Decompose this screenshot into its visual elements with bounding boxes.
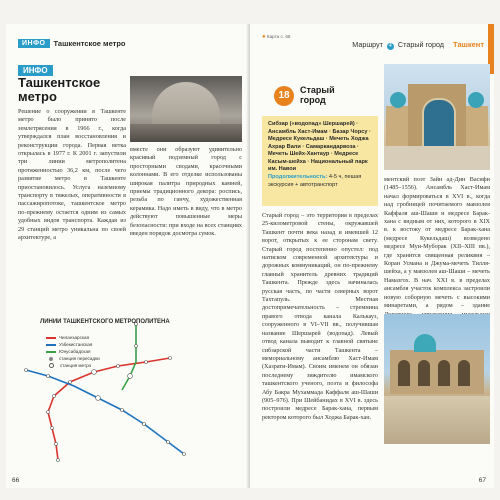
route-info-box <box>262 116 378 206</box>
map-title: ЛИНИИ ТАШКЕНТСКОГО МЕТРОПОЛИТЕНА <box>40 319 170 325</box>
left-page-header <box>18 38 125 49</box>
body-column-2: ментский поэт Зайн ад-Дин Васифи (1485–1556). Ансамбль Хаст-Имам начал формироваться в XVI в., когда над гробницей почитаемого мавзолея Каффаля аш-Шаши и медресе Барак-хана с видным от них, которого в XIX в. к востоку от медресе Барак-хана (медресе Кукельдаш) возведено медресе Муи-Муборак (ХII–ХIII вв.), где хранится священная реликвия – Коран Усмана и Джума-мечеть Тилля-шейха, а у мавзолея аш-Шаши – мечеть Намазгох. В нач. XXI в. в пределах ансамбля участок комплекса застроили новую соборную мечеть с высокими минаретами, а рядом – здание <box>384 176 490 310</box>
city-name: Ташкент <box>453 40 484 49</box>
section-title: Ташкентское метро <box>18 75 101 104</box>
route-number: 4 <box>387 43 394 50</box>
info-box-tag: ИНФО <box>18 65 53 76</box>
legend-item: станция пересадки <box>46 355 100 362</box>
body-column-2: вместе они образуют удивительно красивый подземный город с просторными сводами, красочными колоннами. В его отделке использованы широкая палитра природных камней, приемы традиционного декора: роспись, резьба по ганчу, художественная керамика. Надо иметь в виду, что в метро действуют повышенные меры безопасности: при входе на всех станциях введен порядок досмотра сумок. <box>130 146 242 238</box>
hast-imam-complex-photo <box>384 314 490 444</box>
metro-station-photo <box>130 76 242 142</box>
page-number-right: 67 <box>478 477 486 484</box>
right-page-header <box>250 34 494 52</box>
sight-number-badge: 18 <box>274 86 294 106</box>
map-pin-icon: ● <box>262 34 266 40</box>
route-label: Маршрут 4 Старый город <box>352 40 444 49</box>
header-info-tag: ИНФО <box>18 39 50 48</box>
legend-item: Юнусабадская <box>46 348 100 355</box>
map-reference: ● Карта с. 68 <box>262 34 291 40</box>
header-title: Ташкентское метро <box>53 39 126 48</box>
sight-title: Старый город <box>300 85 335 105</box>
route-stops: Сибзар («водопад» Шершарей) · Ансамбль Хаст-Имам · Базар Чорсу · Медресе Кукельдаш · Мечеть Ходжа Ахрар Вали · Самаркандарвоза · Мечеть Шейх-Хантаур · Медресе Касым-шейха · Национальный парк им. Навои <box>268 121 371 172</box>
map-legend <box>46 334 100 369</box>
madrasa-photo <box>384 64 490 170</box>
legend-item: станция метро <box>46 362 100 369</box>
right-page <box>250 24 494 488</box>
left-page <box>6 24 250 488</box>
legend-item: Чиланзарская <box>46 334 100 341</box>
route-duration: Продолжительность: 4-5 ч, пешая экскурсия + автотранспорт <box>268 174 362 188</box>
page-number-left: 66 <box>12 477 20 484</box>
body-column-1: Старый город – это территория в пределах 25-километровой стены, окружавшей Ташкент почти века назад и имевшей 12 ворот, открытых к ее сторонам свету. Старый город постепенно опустел: под натиском современной архитектуры и дорожных коммуникаций, он по-прежнему главный хранитель древних традиций Ташкента. Прежде здесь начиналась русская часть, по части северных ворот Тахтапуль. Местная достопримечательность – стремнина правого отвода канала Калькауз, сооруженного в VI–VII вв., получившая название Шершарей (водопад). Левый отвод канала выводит к главной святыне сибзарской части Ташкента – мемориальному ансамблю Хаст-Имам (Хазрати-Имам). Своим именем он обязан последнему зиждителю имамского ташкентского ученого, поэта и философа Абу Бакра Мухаммада Каффаля аш-Шаши (905–976). При Шейбанидах в XVI в. здесь построили медресе Барак-хана, первым ректором которого был Ходжа Барак-хан. <box>262 212 378 421</box>
body-column-1: Решение о сооружении в Ташкенте метро было принято после землетрясения в 1966 г., когда утверждался план восстановления и реконструкции города. Первая ветка открылась в 1977 г. К 2001 г. запустили три линии метрополитена протяженностью 36,2 км, после чего развитие метро в Ташкенте приостановилось. Услуга наземному транспорту в тяжелых, оперативности в пассажиропотоке, ташкентское метро по-прежнему остается одним из самых удобных видов транспорта. Каждая из 29 станций метро уникальна по своей архитектуре, а <box>18 108 126 242</box>
legend-item: Узбекистанская <box>46 341 100 348</box>
